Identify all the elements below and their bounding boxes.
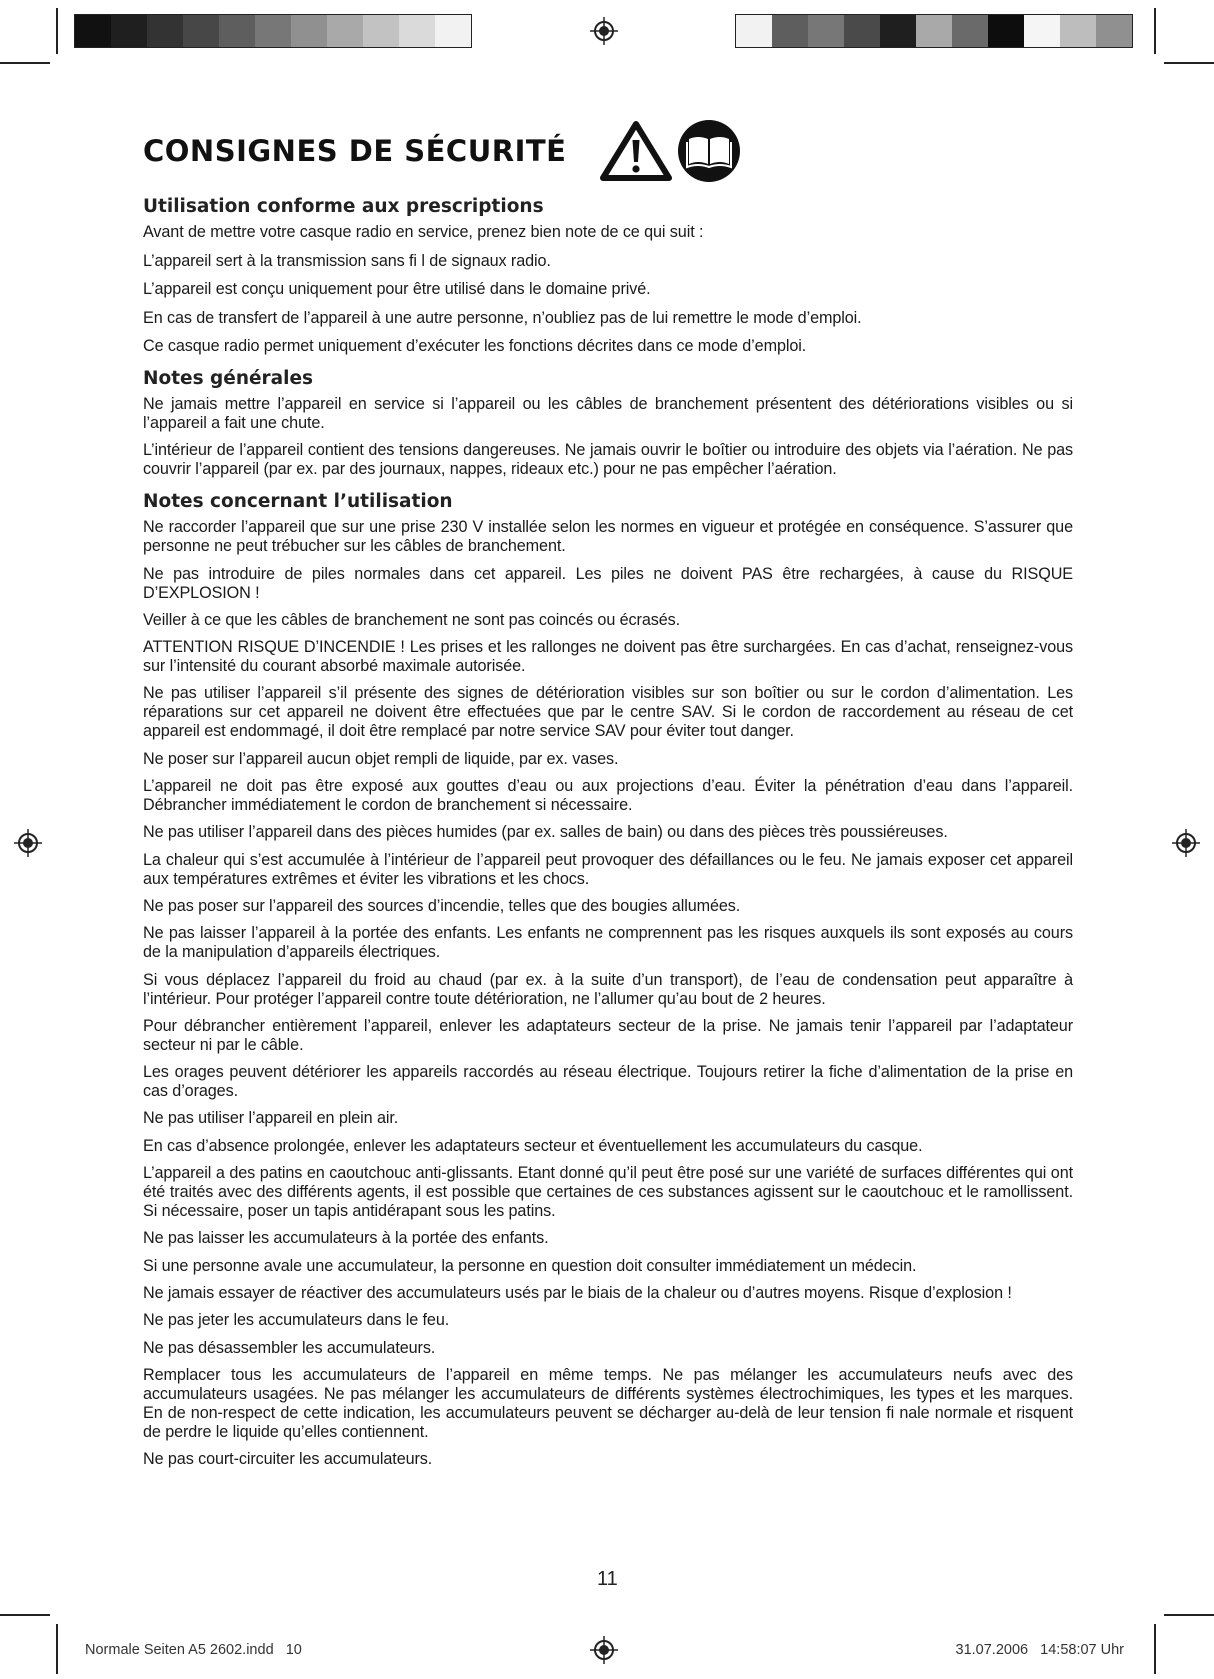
paragraph: Ne pas désassembler les accumulateurs. (143, 1338, 436, 1357)
color-swatch (1060, 15, 1096, 47)
footer-filename: Normale Seiten A5 2602.indd 10 (85, 1642, 302, 1658)
paragraph: Avant de mettre votre casque radio en service, prenez bien note de ce qui suit : (143, 223, 704, 241)
title-icons (600, 118, 742, 184)
color-swatch (844, 15, 880, 47)
crop-mark (1164, 1614, 1214, 1616)
color-swatch (808, 15, 844, 47)
paragraph: Ne pas utiliser l’appareil s’il présente des signes de détérioration visibles sur son boîtier ou sur le cordon d’alimentation. Les réparations sur cet appareil ne doivent être effectuées que par le centre SAV. Si le cordon de raccordement au réseau de cet appareil est endommagé, il doit être remplacé par notre service SAV pour éviter tout danger. (143, 684, 1073, 741)
paragraph: Ne pas utiliser l’appareil en plein air. (143, 1109, 399, 1128)
section-heading: Notes générales (143, 368, 314, 389)
color-swatch (183, 15, 219, 47)
crop-mark (0, 1614, 50, 1616)
section-heading: Notes concernant l’utilisation (143, 491, 453, 513)
warning-triangle-icon (600, 120, 672, 182)
paragraph: L’appareil sert à la transmission sans fi l de signaux radio. (143, 251, 551, 270)
paragraph: Ne pas utiliser l’appareil dans des pièces humides (par ex. salles de bain) ou dans des pièces très poussiéreuses. (143, 823, 948, 842)
paragraph: L’appareil ne doit pas être exposé aux gouttes d’eau ou aux projections d’eau. Éviter la pénétration d’eau dans l’appareil. Débrancher immédiatement le cordon de branchement si nécessaire. (143, 777, 1073, 815)
paragraph: Ne raccorder l’appareil que sur une prise 230 V installée selon les normes en vigueur et protégée en conséquence. S’assurer que personne ne peut trébucher sur les câbles de branchement. (143, 518, 1073, 556)
registration-mark-icon (1172, 829, 1200, 857)
color-swatch (255, 15, 291, 47)
section-heading: Utilisation conforme aux prescriptions (143, 196, 544, 217)
paragraph: Ce casque radio permet uniquement d’exécuter les fonctions décrites dans ce mode d’emploi. (143, 337, 807, 355)
paragraph: Ne pas introduire de piles normales dans cet appareil. Les piles ne doivent PAS être rechargées, à cause du RISQUE D’EXPLOSION ! (143, 564, 1073, 602)
color-swatch (952, 15, 988, 47)
color-swatch (111, 15, 147, 47)
color-swatch (147, 15, 183, 47)
color-swatch (327, 15, 363, 47)
footer-datetime: 31.07.2006 14:58:07 Uhr (955, 1642, 1124, 1658)
section-general-notes (143, 368, 1073, 479)
open-book-icon (676, 118, 742, 184)
title-row (143, 118, 1073, 184)
paragraph: Ne jamais essayer de réactiver des accumulateurs usés par le biais de la chaleur ou d’autres moyens. Risque d’explosion ! (143, 1283, 1012, 1302)
crop-mark (0, 62, 50, 64)
color-calibration-bar-right (735, 14, 1133, 48)
paragraph: En cas de transfert de l’appareil à une autre personne, n’oubliez pas de lui remettre le mode d’emploi. (143, 308, 862, 327)
paragraph: Pour débrancher entièrement l’appareil, enlever les adaptateurs secteur de la prise. Ne jamais tenir l’appareil par l’adaptateur secteur ni par le câble. (143, 1016, 1073, 1054)
color-swatch (363, 15, 399, 47)
safety-instructions-page (143, 118, 1073, 1477)
paragraph: ATTENTION RISQUE D’INCENDIE ! Les prises et les rallonges ne doivent pas être surchargées. En cas d’achat, renseignez-vous sur l’intensité du courant absorbé maximale autorisée. (143, 638, 1073, 676)
paragraph: Ne pas laisser l’appareil à la portée des enfants. Les enfants ne comprennent pas les risques auxquels ils sont exposés au cours de la manipulation d’appareils électriques. (143, 924, 1073, 962)
paragraph: Si une personne avale une accumulateur, la personne en question doit consulter immédiatement un médecin. (143, 1256, 917, 1275)
crop-mark (1154, 8, 1156, 54)
paragraph: Ne pas poser sur l’appareil des sources d’incendie, telles que des bougies allumées. (143, 896, 741, 915)
color-swatch (75, 15, 111, 47)
color-swatch (1096, 15, 1132, 47)
crop-mark (1164, 62, 1214, 64)
color-swatch (988, 15, 1024, 47)
registration-mark-icon (590, 17, 618, 45)
color-swatch (399, 15, 435, 47)
color-swatch (219, 15, 255, 47)
crop-mark (56, 8, 58, 54)
registration-mark-icon (590, 1636, 618, 1664)
paragraph: L’appareil a des patins en caoutchouc anti-glissants. Etant donné qu’il peut être posé sur une variété de surfaces différentes qui ont été traités avec des différents agents, il est possible que certaines de ces substances agissent sur le caoutchouc et le ramollissent. Si nécessaire, poser un tapis antidérapant sous les patins. (143, 1164, 1073, 1221)
section-intended-use (143, 196, 1073, 356)
section-usage-notes (143, 491, 1073, 1469)
paragraph: L’appareil est conçu uniquement pour être utilisé dans le domaine privé. (143, 280, 651, 298)
paragraph: L’intérieur de l’appareil contient des tensions dangereuses. Ne jamais ouvrir le boîtier ou introduire des objets via l’aération. Ne pas couvrir l’appareil (par ex. par des journaux, nappes, rideaux etc.) pour ne pas empêcher l’aération. (143, 441, 1073, 479)
color-swatch (772, 15, 808, 47)
color-swatch (435, 15, 471, 47)
paragraph: Ne pas jeter les accumulateurs dans le feu. (143, 1311, 450, 1330)
color-swatch (291, 15, 327, 47)
paragraph: Veiller à ce que les câbles de branchement ne sont pas coincés ou écrasés. (143, 610, 681, 629)
paragraph: Si vous déplacez l’appareil du froid au chaud (par ex. à la suite d’un transport), de l’eau de condensation peut apparaître à l’intérieur. Pour protéger l’appareil contre toute détérioration, ne l’allumer qu’au bout de 2 heures. (143, 970, 1073, 1008)
registration-mark-icon (14, 829, 42, 857)
color-swatch (1024, 15, 1060, 47)
paragraph: Ne jamais mettre l’appareil en service si l’appareil ou les câbles de branchement présentent des détériorations visibles ou si l’appareil a fait une chute. (143, 395, 1073, 432)
color-swatch (880, 15, 916, 47)
paragraph: Ne poser sur l’appareil aucun objet rempli de liquide, par ex. vases. (143, 749, 619, 768)
color-swatch (736, 15, 772, 47)
paragraph: Les orages peuvent détériorer les appareils raccordés au réseau électrique. Toujours retirer la fiche d’alimentation de la prise en cas d’orages. (143, 1063, 1073, 1101)
color-swatch (916, 15, 952, 47)
crop-mark (56, 1624, 58, 1674)
crop-mark (1154, 1624, 1156, 1674)
paragraph: La chaleur qui s’est accumulée à l’intérieur de l’appareil peut provoquer des défaillances ou le feu. Ne jamais exposer cet appareil aux températures extrêmes et éviter les vibrations et les chocs. (143, 850, 1073, 888)
paragraph: Remplacer tous les accumulateurs de l’appareil en même temps. Ne pas mélanger les accumulateurs neufs avec des accumulateurs usagées. Ne pas mélanger les accumulateurs de différents systèmes électrochimiques, les types et les marques. En de non-respect de cette indication, les accumulateurs peuvent se décharger au-delà de leur tension fi nale normale et risquent de perdre le liquide qu’elles contiennent. (143, 1365, 1073, 1441)
paragraph: Ne pas court-circuiter les accumulateurs. (143, 1450, 433, 1469)
paragraph: Ne pas laisser les accumulateurs à la portée des enfants. (143, 1229, 549, 1248)
paragraph: En cas d’absence prolongée, enlever les adaptateurs secteur et éventuellement les accumulateurs du casque. (143, 1136, 923, 1155)
page-title: CONSIGNES DE SÉCURITÉ (143, 134, 567, 168)
page-number: 11 (597, 1568, 618, 1590)
color-calibration-bar-left (74, 14, 472, 48)
